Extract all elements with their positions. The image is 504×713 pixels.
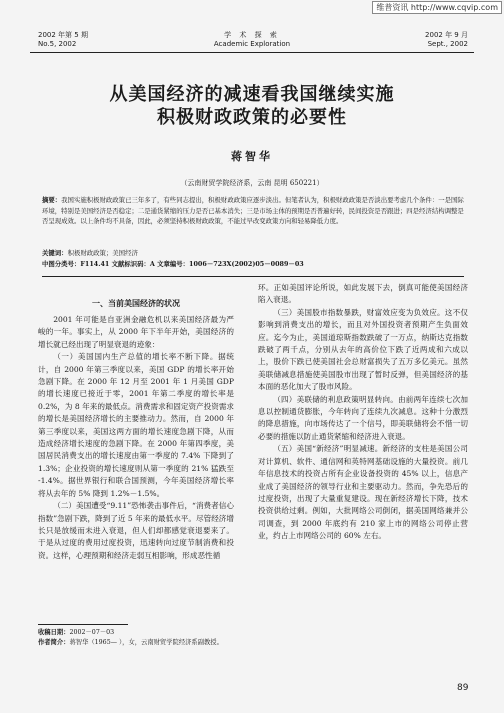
header-journal-cn: 学 术 探 索 <box>224 31 280 39</box>
article-title-line1: 从美国经济的减速看我国继续实施 <box>109 84 395 105</box>
watermark-badge: 维普资讯 http://www.cqvip.com <box>372 1 502 14</box>
paragraph: （五）美国“新经济”明显减速。新经济的支柱是美国公司对计算机、软件、通信网和英特网基础设施的大量投资。前几年信息技术的投资占所有企业设备投资的 45% 以上，信息产业成了美国经济的领导行业和主要驱动力。然而，争先恐后的过度投资，出现了大量重复建设。现在新经济增长下降，技术投资供给过剩。例如，大批网络公司倒闭，据美国网络兼并公司调查，到 2000 年底约有 210 家上市的网络公司停止营业，约占上市网络公司的 60% 左右。 <box>258 444 468 541</box>
header-issue-cn: 2002 年第 5 期 <box>38 31 88 39</box>
page-number: 89 <box>457 683 469 693</box>
paragraph: （二）美国遭受“9.11”恐怖袭击事件后，“消费者信心指数”急剧下跌，降到了近 5 年来的最低水平。尽管经济增长只是放缓而未进入衰退，但人们却都感觉衰退要来了。于是从过度的费用过度投资，迅速转向过度节制消费和投资。这样，心理预期和经济走弱互相影响，形成恶性循 <box>38 501 234 560</box>
received-date <box>38 628 258 638</box>
classification-line: 中图分类号：F114.41 文献标识码：A 文章编号：1006－723X(2002)05－0089－03 <box>42 260 304 268</box>
keywords-label: 关键词： <box>42 249 68 257</box>
paragraph: 环。正如美国评论所说，如此发展下去，倒真可能使美国经济陷入衰退。 <box>258 283 468 305</box>
abstract-rule <box>42 276 464 277</box>
paragraph: （三）美国股市指数暴跌，财富效应变为负效应。这不仅影响到消费支出的增长，而且对外国投资者预期产生负面效应。迄今为止，美国道琼斯指数跌破了一万点，纳斯达克指数跌破了两千点，分别从去年的高价位下跌了近两成和六成以上，股价下跌已使美国社会总财富损失了五万多亿美元。虽然美联储减息措施使美国股市出现了暂时反弹，但美国经济的基本面的恶化加大了股市风险。 <box>258 307 468 392</box>
header-rule <box>30 52 474 53</box>
header-date <box>410 31 468 49</box>
abstract-label: 摘要： <box>42 196 62 204</box>
abstract-block <box>42 195 464 227</box>
header-journal <box>152 31 352 49</box>
header-issue-en: No.5, 2002 <box>38 40 77 48</box>
paragraph: （一）美国国内生产总值的增长率不断下降。据统计，自 2000 年第三季度以来，美国 GDP 的增长率开始急剧下降。在 2000 年 12 月至 2001 年 1 月美国 GDP 的增长速度已接近于零，2001 年第二季度的增长率是 0.2%，为 8 年来的最低点。消费需求和固定资产投资需求的增长是美国经济增长的主要推动力。然而，自 2000 年第三季度以来，美国这两方面的增长速度急剧下降，从而造成经济增长速度的急剧下降。在 2000 年第四季度，美国居民消费支出的增长速度由第一季度的 7.4% 下降到了 1.3%；企业投资的增长速度则从第一季度的 21% 猛跌至 -1.4%。据世界银行和联合国预测，今年美国经济增长率将从去年的 5% 降到 1.2%－1.5%。 <box>38 352 235 498</box>
footnotes <box>38 628 258 648</box>
right-column <box>258 282 468 543</box>
header-journal-en: Academic Exploration <box>213 40 291 48</box>
left-column <box>38 314 234 562</box>
author-affiliation: （云南财贸学院经济系，云南 昆明 650221） <box>180 179 324 187</box>
received-value: 2002－07－03 <box>69 629 115 636</box>
header-issue <box>38 31 88 49</box>
section-heading: 一、当前美国经济的状况 <box>92 298 180 308</box>
author-bio <box>38 638 258 648</box>
keywords-line <box>42 248 464 259</box>
abstract-text: 我国实施积极财政政策已三年多了，有些同志提出，积极财政政策应逐步淡出。但笔者认为，积极财政政策是否淡出要考虑几个条件：一是国际环境，特别是美国经济是否稳定；二是通货紧缩的压力是否已基本消失；三是市场主体的预期是否普遍好转，民间投资是否跟进；四是经济结构调整是否呈现成效。以上条件均不具备，因此，必须坚持积极财政政策，不能过早改变政策方向和轻易降低力度。 <box>42 196 464 225</box>
received-label: 收稿日期： <box>38 629 70 636</box>
header-date-cn: 2002 年 9 月 <box>425 31 468 39</box>
header-date-en: Sept., 2002 <box>427 40 468 48</box>
author-bio-label: 作者简介： <box>38 639 70 646</box>
author-bio-text: 蒋智华（1965— ），女，云南财贸学院经济系副教授。 <box>69 639 223 646</box>
paragraph: 2001 年可能是自亚洲金融危机以来美国经济最为严峻的一年。事实上，从 2000 年下半年开始，美国经济的增长就已经出现了明显衰退的迹象： <box>38 315 234 349</box>
author-name: 蒋智华 <box>231 150 273 163</box>
article-title-line2: 积极财政政策的必要性 <box>157 107 347 128</box>
keywords-text: 积极财政政策；美国经济 <box>67 249 138 257</box>
footnote-rule <box>38 624 128 625</box>
paragraph: （四）美联储的利息政策明显转向。由前两年连续七次加息以控制通货膨胀，今年转向了连续九次减息。这种十分激烈的降息措施，向市场传达了一个信号，即美联储将会不惜一切必要的措施以防止通货紧缩和经济进入衰退。 <box>258 394 468 441</box>
